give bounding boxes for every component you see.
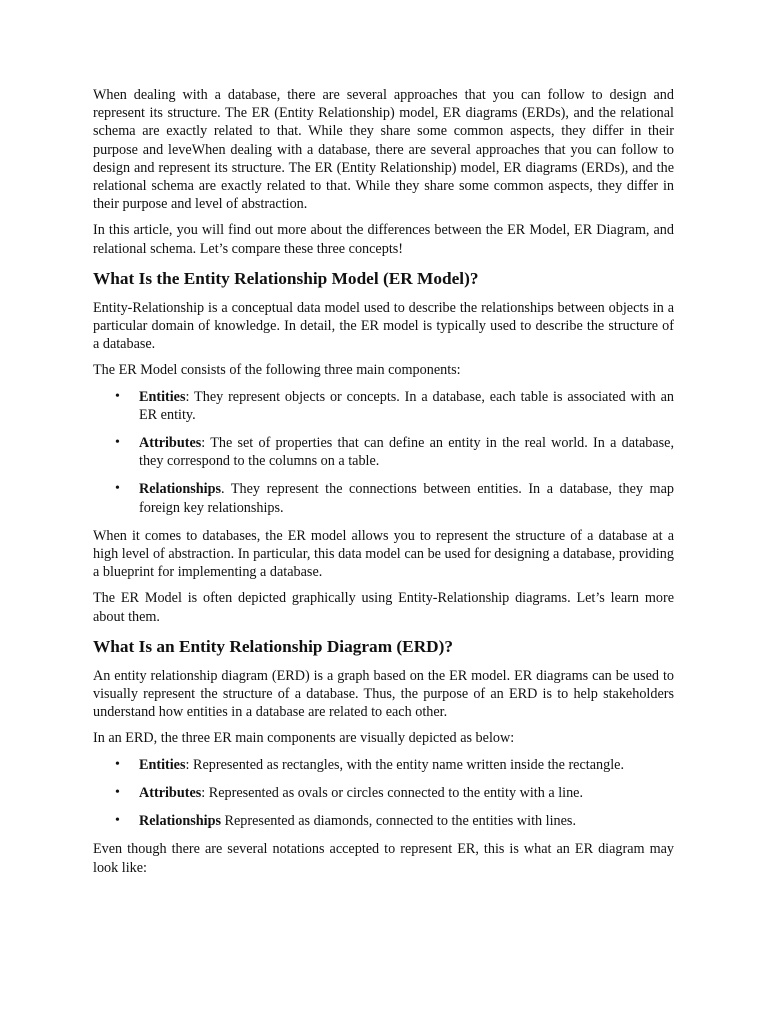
list-item-term: Entities <box>139 756 186 773</box>
intro-paragraph-2: In this article, you will find out more about the differences between the ER Model, ER Diagram, and relational schema. Let’s compare these three concepts! <box>93 222 674 257</box>
list-item-text: . They represent the connections between entities. In a database, they map foreign key relationships. <box>139 481 674 516</box>
er-model-paragraph-4: The ER Model is often depicted graphically using Entity-Relationship diagrams. Let’s learn more about them. <box>93 590 674 625</box>
er-components-list <box>93 388 674 517</box>
erd-components-list <box>93 756 674 831</box>
list-item-term: Attributes <box>139 435 202 452</box>
erd-paragraph-1: An entity relationship diagram (ERD) is a graph based on the ER model. ER diagrams can be used to visually represent the structure of a database. Thus, the purpose of an ERD is to help stakeholders understand how entities in a database are related to each other. <box>93 667 674 721</box>
intro-paragraph-1: When dealing with a database, there are several approaches that you can follow to design and represent its structure. The ER (Entity Relationship) model, ER diagrams (ERDs), and the relational schema are exactly related to that. While they share some common aspects, they differ in their purpose and leveWhen dealing with a database, there are several approaches that you can follow to design and represent its structure. The ER (Entity Relationship) model, ER diagrams (ERDs), and the relational schema are exactly related to that. While they share some common aspects, they differ in their purpose and level of abstraction. <box>93 87 674 213</box>
list-item <box>139 388 674 424</box>
list-item <box>139 756 674 774</box>
list-item-text: Represented as diamonds, connected to the entities with lines. <box>221 813 576 830</box>
list-item <box>139 812 674 830</box>
list-item <box>139 480 674 516</box>
document-page <box>93 86 674 885</box>
list-item-text: : Represented as ovals or circles connected to the entity with a line. <box>201 784 584 801</box>
list-item-term: Entities <box>139 388 186 405</box>
list-item-term: Relationships <box>139 481 221 498</box>
erd-paragraph-2: In an ERD, the three ER main components are visually depicted as below: <box>93 730 515 747</box>
list-item <box>139 434 674 470</box>
er-model-paragraph-1: Entity-Relationship is a conceptual data model used to describe the relationships between objects in a particular domain of knowledge. In detail, the ER model is typically used to describe the structure of a database. <box>93 299 674 353</box>
list-item-term: Attributes <box>139 784 202 801</box>
erd-paragraph-3: Even though there are several notations accepted to represent ER, this is what an ER diagram may look like: <box>93 841 674 876</box>
section-heading-er-model: What Is the Entity Relationship Model (ER Model)? <box>93 268 479 288</box>
section-heading-erd: What Is an Entity Relationship Diagram (ERD)? <box>93 636 454 656</box>
er-model-paragraph-3: When it comes to databases, the ER model allows you to represent the structure of a database at a high level of abstraction. In particular, this data model can be used for designing a database, providing a blueprint for implementing a database. <box>93 527 674 581</box>
list-item-term: Relationships <box>139 813 221 830</box>
er-model-paragraph-2: The ER Model consists of the following three main components: <box>93 362 461 379</box>
list-item <box>139 784 674 802</box>
list-item-text: : Represented as rectangles, with the entity name written inside the rectangle. <box>185 756 624 773</box>
list-item-text: : The set of properties that can define an entity in the real world. In a database, they correspond to the columns on a table. <box>139 435 674 470</box>
list-item-text: : They represent objects or concepts. In a database, each table is associated with an ER entity. <box>139 388 674 423</box>
